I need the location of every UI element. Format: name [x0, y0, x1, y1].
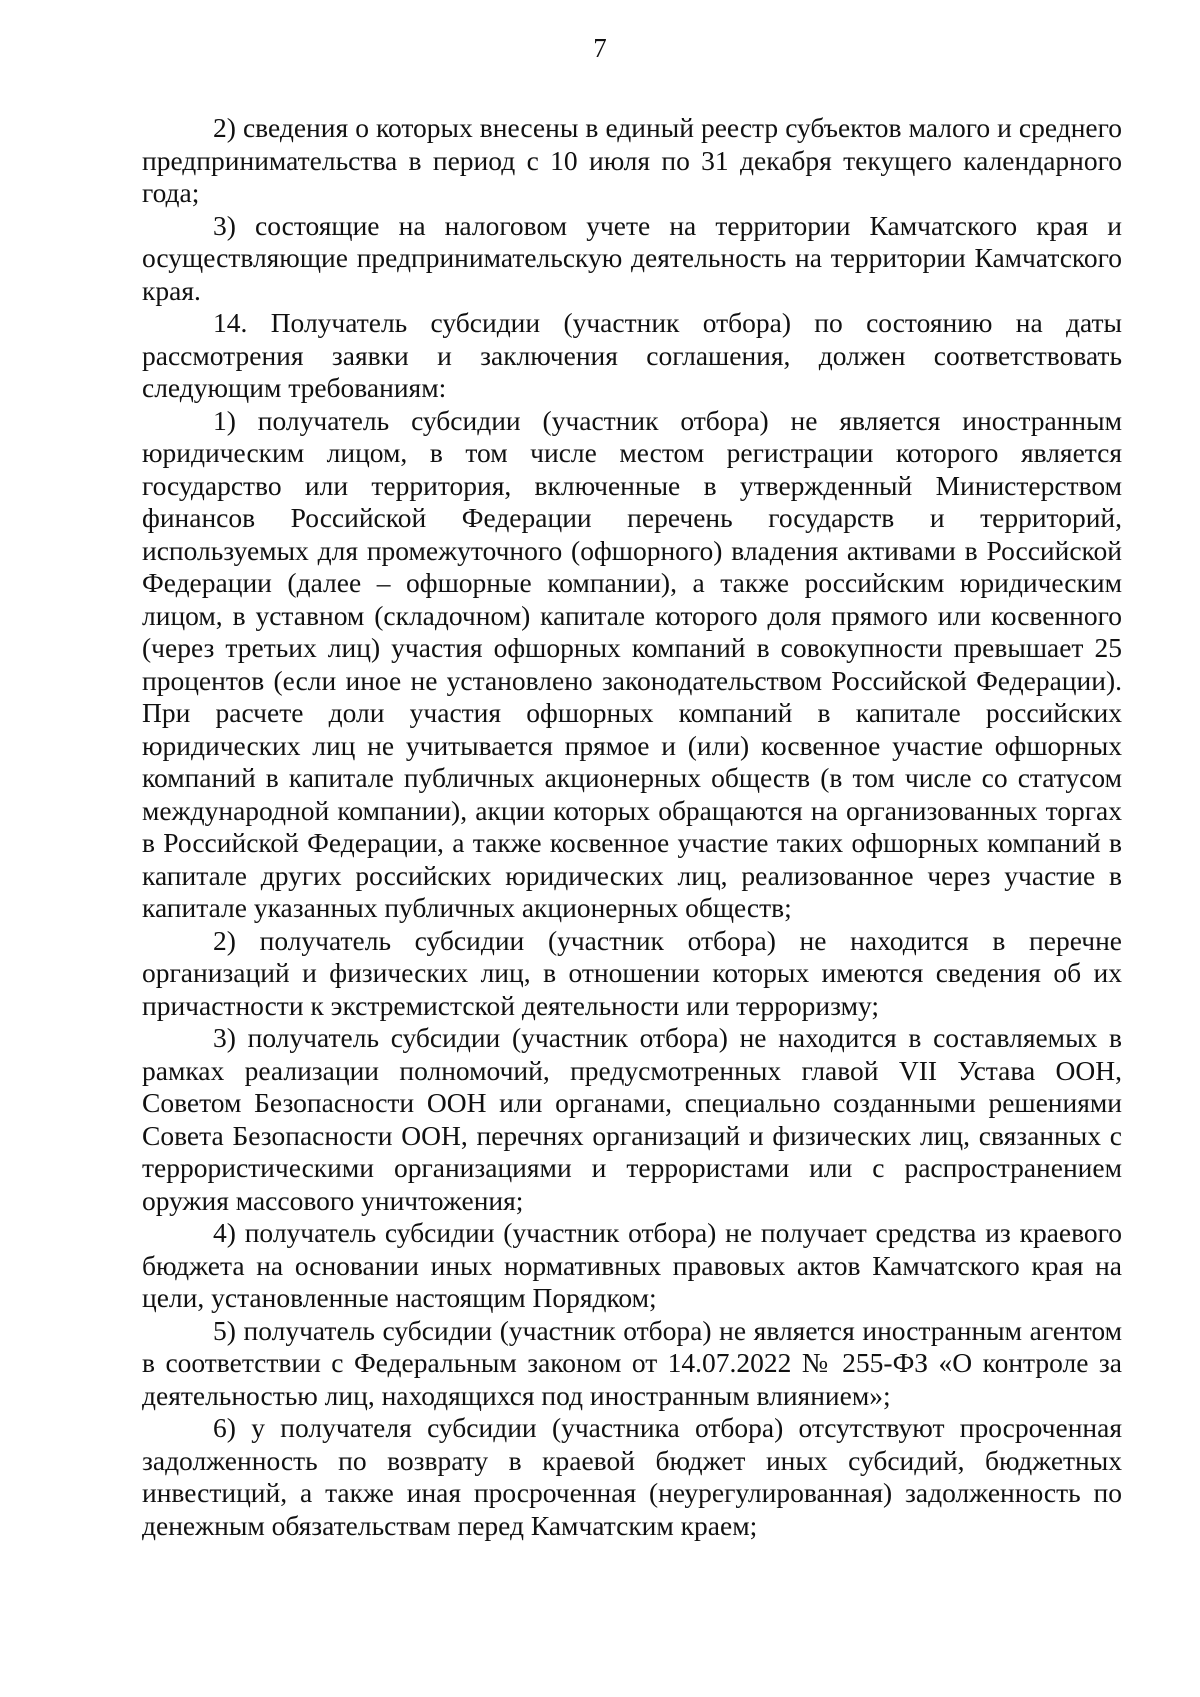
paragraph-item-2: 2) сведения о которых внесены в единый реестр субъектов малого и среднего предпринимательства в период с 10 июля по 31 декабря текущего календарного года;: [142, 112, 1122, 208]
document-body: [142, 112, 1122, 1542]
paragraph-item-3: 3) состоящие на налоговом учете на территории Камчатского края и осуществляющие предпринимательскую деятельность на территории Камчатского края.: [142, 209, 1122, 306]
paragraph-requirement-5: 5) получатель субсидии (участник отбора) не является иностранным агентом в соответствии с Федеральным законом от 14.07.2022 № 255-ФЗ «О контроле за деятельностью лиц, находящихся под иностранным влиянием»;: [142, 1314, 1122, 1411]
paragraph-requirement-2: 2) получатель субсидии (участник отбора) не находится в перечне организаций и физических лиц, в отношении которых имеются сведения об их причастности к экстремистской деятельности или терроризму;: [142, 924, 1122, 1021]
paragraph-section-14: 14. Получатель субсидии (участник отбора) по состоянию на даты рассмотрения заявки и заключения соглашения, должен соответствовать следующим требованиям:: [142, 307, 1122, 403]
paragraph-requirement-1: 1) получатель субсидии (участник отбора) не является иностранным юридическим лицом, в том числе местом регистрации которого является государство или территория, включенные в утвержденный Министерством финансов Российской Федерации перечень государств и территорий, используемых для промежуточного (офшорного) владения активами в Российской Федерации (далее – офшорные компании), а также российским юридическим лицом, в уставном (складочном) капитале которого доля прямого или косвенного (через третьих лиц) участия офшорных компаний в совокупности превышает 25 процентов (если иное не установлено законодательством Российской Федерации). При расчете доли участия офшорных компаний в капитале российских юридических лиц не учитывается прямое и (или) косвенное участие офшорных компаний в капитале публичных акционерных обществ (в том числе со статусом международной компании), акции которых обращаются на организованных торгах в Российской Федерации, а также косвенное участие таких офшорных компаний в капитале других российских юридических лиц, реализованное через участие в капитале указанных публичных акционерных обществ;: [142, 404, 1122, 923]
page-number: 7: [593, 33, 607, 63]
paragraph-requirement-3: 3) получатель субсидии (участник отбора) не находится в составляемых в рамках реализации полномочий, предусмотренных главой VII Устава ООН, Советом Безопасности ООН или органами, специально созданными решениями Совета Безопасности ООН, перечнях организаций и физических лиц, связанных с террористическими организациями и террористами или с распространением оружия массового уничтожения;: [142, 1022, 1122, 1216]
paragraph-requirement-6: 6) у получателя субсидии (участника отбора) отсутствуют просроченная задолженность по возврату в краевой бюджет иных субсидий, бюджетных инвестиций, а также иная просроченная (неурегулированная) задолженность по денежным обязательствам перед Камчатским краем;: [142, 1412, 1122, 1541]
paragraph-requirement-4: 4) получатель субсидии (участник отбора) не получает средства из краевого бюджета на основании иных нормативных правовых актов Камчатского края на цели, установленные настоящим Порядком;: [142, 1217, 1122, 1313]
